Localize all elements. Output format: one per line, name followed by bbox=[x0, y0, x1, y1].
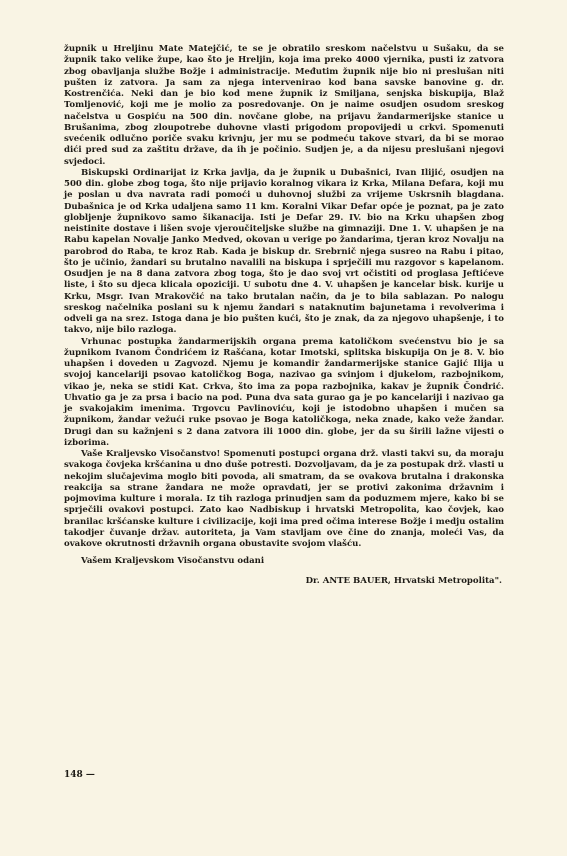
paragraph-3: Vrhunac postupka žandarmerijskih organa prema katoličkom svećenstvu bio je sa župnikom Ivanom Čondrićem iz Rašćana, kotar Imotski, splitska biskupija On je 8. V. bio uhapšen i doveden u Zagvozd. Njemu je komandir žandarmerijske stanice Gajić Ilija u svojoj kancelariji psovao katoličkog Boga, nazivao ga svinjom i djukelom, razbojnikom, vikao je, neka se stidi Kat. Crkva, što ima za popa razbojnika, kakav je župnik Čondrić. Uhvatio ga je za prsa i bacio na pod. Puna dva sata gurao ga je po kancelariji i nazivao ga je svakojakim imenima. Trgovcu Pavlinoviću, koji je istodobno uhapšen i mučen sa župnikom, žandar vežući ruke psovao je Boga katoličkoga, neka znade, kako veže žandar. Drugi dan su kažnjeni s 2 dana zatvora ili 1000 din. globe, jer da su širili lažne vijesti o izborima. bbox=[64, 336, 504, 448]
paragraph-1: župnik u Hreljinu Mate Matejčić, te se je obratilo sreskom načelstvu u Sušaku, da se župnik tako velike župe, kao što je Hreljin, koja ima preko 4000 vjernika, pusti iz zatvora zbog obavljanja službe Božje i administracije. Međutim župnik nije bio ni preslušan niti pušten iz zatvora. Ja sam za njega intervenirao kod bana savske banovine g. dr. Kostrenčića. Neki dan je bio kod mene župnik iz Smiljana, senjska biskupija, Blaž Tomljenović, koji me je molio za posredovanje. On je naime osudjen osudom sreskog načelstva u Gospiću na 500 din. novčane globe, na prijavu žandarmerijske stanice u Brušanima, zbog zloupotrebe duhovne vlasti prigodom propovijedi u crkvi. Spomenuti svećenik odlučno poriče svaku krivnju, jer mu se podmeću takove stvari, da bi se morao dići pred sud za zaštitu države, da ih je počinio. Sudjen je, a da nijesu preslušani njegovi svjedoci. bbox=[64, 44, 504, 167]
body-text bbox=[64, 44, 504, 587]
closing-line: Vašem Kraljevskom Visočanstvu odani bbox=[81, 556, 265, 567]
paragraph-4: Vaše Kraljevsko Visočanstvo! Spomenuti postupci organa drž. vlasti takvi su, da moraju svakoga čovjeka kršćanina u dno duše potresti. Dozvoljavam, da je za postupak drž. vlasti u nekojim slučajevima moglo biti povoda, ali smatram, da se ovakova brutalna i drakonska reakcija sa strane žandara ne može opravdati, jer se protivi zakonima državnim i pojmovima kulture i morala. Iz tih razloga prinudjen sam da poduzmem mjere, kako bi se sprječili ovakovi postupci. Zato kao Nadbiskup i hrvatski Metropolita, kao čovjek, kao branilac kršćanske kulture i civilizacije, koji ima pred očima interese Božje i medju ostalim takodjer čuvanje držav. autoriteta, ja Vam stavljam ove čine do znanja, moleći Vas, da ovakove okrutnosti državnih organa obustavite svojom vlašću. bbox=[64, 449, 504, 549]
page-number: 148 — bbox=[64, 770, 95, 780]
signature: Dr. ANTE BAUER, Hrvatski Metropolita". bbox=[305, 575, 502, 586]
paragraph-2: Biskupski Ordinarijat iz Krka javlja, da je župnik u Dubašnici, Ivan Ilijić, osudjen na 500 din. globe zbog toga, što nije prijavio koralnog vikara iz Krka, Milana Defara, koji mu je poslan u dva navrata radi pomoći u duhovnoj službi za vrijeme Uskrsnih blagdana. Dubašnica je od Krka udaljena samo 11 km. Koralni Vikar Defar opće je poznat, pa je zato globljenje župnikovo samo šikanacija. Isti je Defar 29. IV. bio na Krku uhapšen zbog neistinite dostave i lišen svoje vjeroučiteljske službe na gimnaziji. Dne 1. V. uhapšen je na Rabu kapelan Novalje Janko Medved, okovan u verige po žandarima, tjeran kroz Novalju na parobrod do Raba, te kroz Rab. Kada je biskup dr. Srebrnič njega susreo na Rabu i pitao, što je učinio, žandari su brutalno navalili na biskupa i sprječili mu razgovor s kapelanom. Osudjen je na 8 dana zatvora zbog toga, što je dao svoj vrt očistiti od proglasa Jeftićeve liste, i što su djeca klicala opoziciji. U subotu dne 4. V. uhapšen je kancelar bisk. kurije u Krku, Msgr. Ivan Mrakovčić na tako brutalan način, da je to bila sablazan. Po nalogu sreskog načelnika poslani su k njemu žandari s nataknutim bajunetama i revolverima i odveli ga na srez. Istoga dana je bio pušten kući, što je znak, da za njegovo uhapšenje, i to takvo, nije bilo razloga. bbox=[64, 167, 504, 336]
